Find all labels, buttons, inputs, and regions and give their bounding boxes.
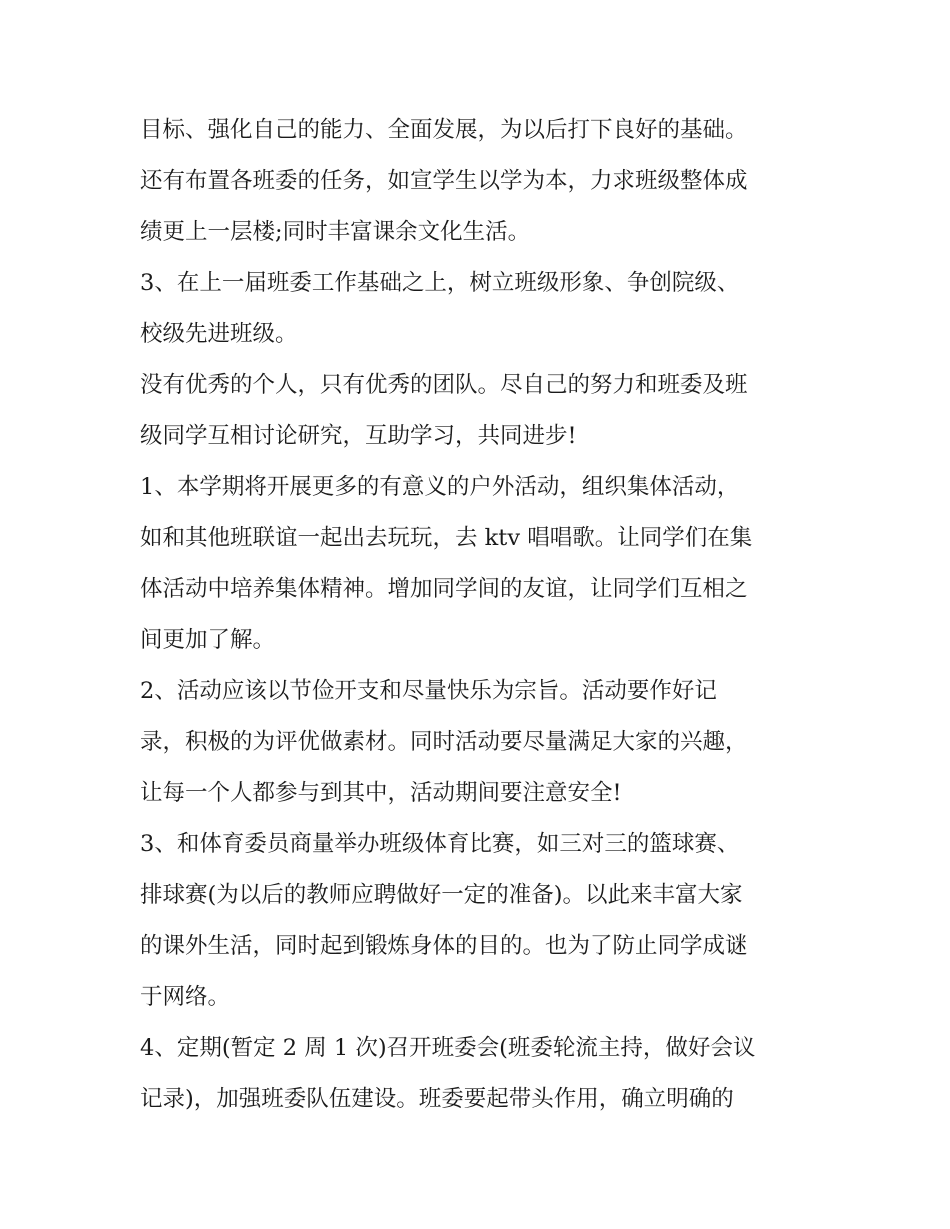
text-line: 于网络。 [140, 984, 231, 1010]
text-line: 的课外生活，同时起到锻炼身体的目的。也为了防止同学成谜 [140, 933, 748, 959]
text-line: 如和其他班联谊一起出去玩玩，去 ktv 唱唱歌。让同学们在集 [140, 525, 753, 551]
text-line: 让每一个人都参与到其中，活动期间要注意安全! [140, 780, 622, 806]
text-line: 记录)，加强班委队伍建设。班委要起带头作用，确立明确的 [140, 1086, 734, 1112]
text-line: 排球赛(为以后的教师应聘做好一定的准备)。以此来丰富大家 [140, 882, 743, 908]
text-line: 4、定期(暂定 2 周 1 次)召开班委会(班委轮流主持，做好会议 [140, 1035, 756, 1061]
text-line: 没有优秀的个人，只有优秀的团队。尽自己的努力和班委及班 [140, 372, 748, 398]
document-body [140, 105, 820, 1125]
text-line: 2、活动应该以节俭开支和尽量快乐为宗旨。活动要作好记 [140, 678, 717, 704]
text-line: 还有布置各班委的任务，如宣学生以学为本，力求班级整体成 [140, 168, 748, 194]
text-line: 绩更上一层楼;同时丰富课余文化生活。 [140, 219, 531, 245]
text-line: 间更加了解。 [140, 627, 276, 653]
text-line: 3、和体育委员商量举办班级体育比赛，如三对三的篮球赛、 [140, 831, 740, 857]
text-line: 1、本学期将开展更多的有意义的户外活动，组织集体活动， [140, 474, 740, 500]
text-line: 目标、强化自己的能力、全面发展，为以后打下良好的基础。 [140, 117, 748, 143]
text-line: 级同学互相讨论研究，互助学习，共同进步! [140, 423, 577, 449]
text-line: 体活动中培养集体精神。增加同学间的友谊，让同学们互相之 [140, 576, 748, 602]
text-line: 录，积极的为评优做素材。同时活动要尽量满足大家的兴趣， [140, 729, 748, 755]
text-line: 3、在上一届班委工作基础之上，树立班级形象、争创院级、 [140, 270, 740, 296]
text-line: 校级先进班级。 [140, 321, 298, 347]
